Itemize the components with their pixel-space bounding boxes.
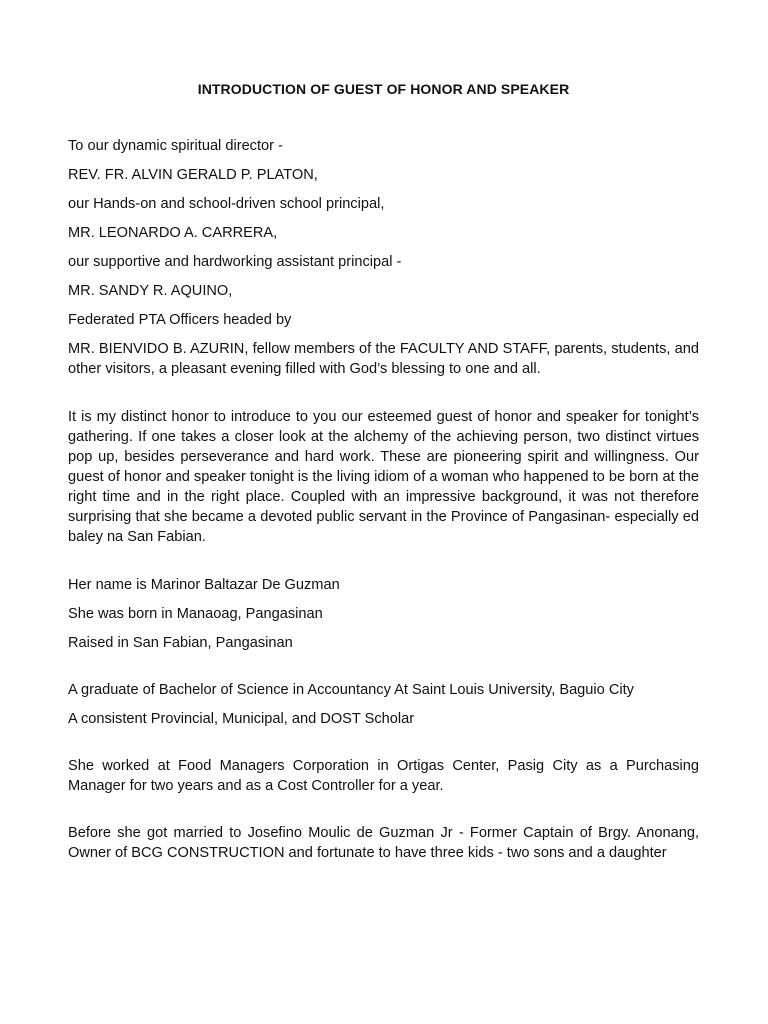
salutation-line: REV. FR. ALVIN GERALD P. PLATON, bbox=[68, 167, 318, 183]
education-line: A consistent Provincial, Municipal, and DOST Scholar bbox=[68, 711, 415, 727]
family-paragraph: Before she got married to Josefino Moulic de Guzman Jr - Former Captain of Brgy. Anonang, Owner of BCG CONSTRUCTION and fortunate to have three kids - two sons and a daughter bbox=[68, 825, 699, 861]
paragraph-spacer bbox=[68, 738, 699, 756]
salutation-line: MR. SANDY R. AQUINO, bbox=[68, 283, 233, 299]
salutation-line: our supportive and hardworking assistant principal - bbox=[68, 254, 402, 270]
salutation-line: MR. LEONARDO A. CARRERA, bbox=[68, 225, 278, 241]
paragraph-spacer bbox=[68, 556, 699, 575]
education-line: A graduate of Bachelor of Science in Accountancy At Saint Louis University, Baguio City bbox=[68, 682, 634, 698]
paragraph-spacer bbox=[68, 388, 699, 407]
salutation-line: our Hands-on and school-driven school principal, bbox=[68, 196, 385, 212]
bio-line: She was born in Manaoag, Pangasinan bbox=[68, 606, 323, 622]
salutation-line: To our dynamic spiritual director - bbox=[68, 138, 283, 154]
paragraph-spacer bbox=[68, 662, 699, 680]
salutation-closing: MR. BIENVIDO B. AZURIN, fellow members of the FACULTY AND STAFF, parents, students, and other visitors, a pleasant evening filled with God’s blessing to one and all. bbox=[68, 341, 699, 377]
bio-line: Her name is Marinor Baltazar De Guzman bbox=[68, 577, 340, 593]
salutation-line: Federated PTA Officers headed by bbox=[68, 312, 292, 328]
bio-line: Raised in San Fabian, Pangasinan bbox=[68, 635, 293, 651]
work-paragraph: She worked at Food Managers Corporation in Ortigas Center, Pasig City as a Purchasing Manager for two years and as a Cost Controller for a year. bbox=[68, 758, 699, 794]
document-body bbox=[68, 79, 699, 872]
paragraph-spacer bbox=[68, 805, 699, 823]
document-title: INTRODUCTION OF GUEST OF HONOR AND SPEAKER bbox=[197, 81, 570, 97]
intro-paragraph: It is my distinct honor to introduce to you our esteemed guest of honor and speaker for tonight’s gathering. If one takes a closer look at the alchemy of the achieving person, two distinct virtues pop up, besides perseverance and hard work. These are pioneering spirit and willingness. Our guest of honor and speaker tonight is the living idiom of a woman who happened to be born at the right time and in the right place. Coupled with an impressive background, it was not therefore surprising that she became a devoted public servant in the Province of Pangasinan- especially ed baley na San Fabian. bbox=[68, 409, 699, 545]
